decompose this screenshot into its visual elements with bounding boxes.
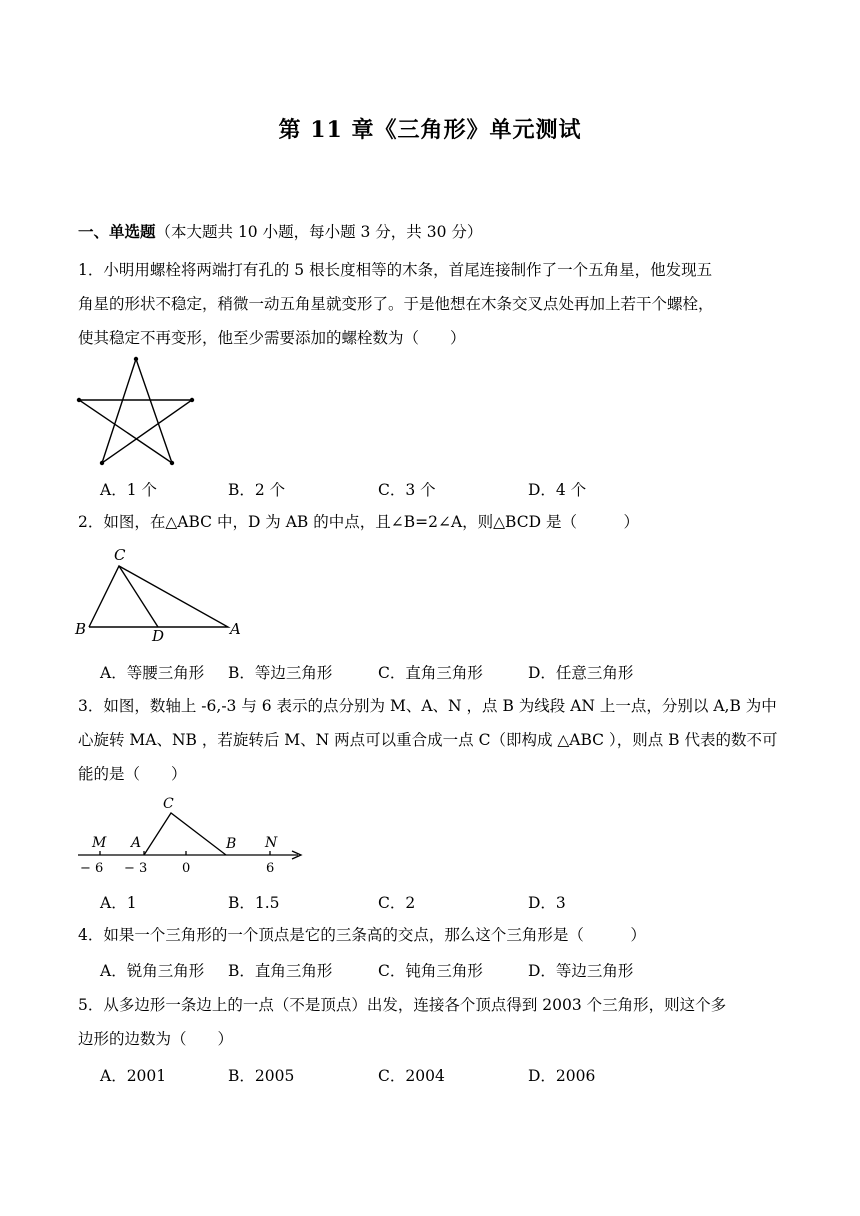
q2-option-b: B．等边三角形 — [228, 664, 333, 682]
q3-tick-6: 6 — [266, 861, 275, 876]
q3-tick-neg6: − 6 — [80, 861, 104, 876]
page-title: 第 11 章《三角形》单元测试 — [278, 117, 582, 143]
q1-option-b: B．2 个 — [228, 481, 286, 499]
q5-line-2: 边形的边数为（ ） — [78, 1030, 234, 1048]
q2-label-d: D — [152, 627, 165, 645]
q4-option-b: B．直角三角形 — [228, 962, 333, 980]
q2-option-c: C．直角三角形 — [378, 664, 483, 682]
q1-option-c: C．3 个 — [378, 481, 436, 499]
q1-line-3: 使其稳定不再变形，他至少需要添加的螺栓数为（ ） — [78, 329, 466, 347]
q3-label-c: C — [163, 796, 174, 812]
q2-label-c: C — [114, 546, 126, 564]
q2-option-d: D．任意三角形 — [528, 664, 634, 682]
q1-option-d: D．4 个 — [528, 481, 587, 499]
q5-option-a: A．2001 — [100, 1067, 167, 1085]
q5-option-b: B．2005 — [228, 1067, 295, 1085]
q5-line-1: 5．从多边形一条边上的一点（不是顶点）出发，连接各个顶点得到 2003 个三角形，则这个多 — [78, 996, 727, 1014]
q3-tick-0: 0 — [182, 861, 191, 876]
q3-label-n: N — [265, 835, 278, 851]
q3-line-3: 能的是（ ） — [78, 765, 187, 783]
q3-option-d: D．3 — [528, 894, 566, 912]
q1-option-a: A．1 个 — [100, 481, 157, 499]
q3-label-m: M — [92, 835, 107, 851]
section-label: 一、单选题 — [78, 222, 156, 241]
q4-option-c: C．钝角三角形 — [378, 962, 483, 980]
q3-option-a: A．1 — [100, 894, 137, 912]
q3-line-1: 3．如图，数轴上 -6,-3 与 6 表示的点分别为 M、A、N ，点 B 为线段 AN 上一点，分别以 A,B 为中 — [78, 697, 777, 715]
section-note: （本大题共 10 小题，每小题 3 分，共 30 分） — [155, 223, 483, 241]
q2-label-b: B — [75, 620, 87, 638]
q3-line-2: 心旋转 MA、NB ，若旋转后 M、N 两点可以重合成一点 C（即构成 △ABC ），则点 B 代表的数不可 — [78, 731, 778, 749]
q3-label-b: B — [226, 836, 237, 852]
q5-option-d: D．2006 — [528, 1067, 596, 1085]
q1-line-2: 角星的形状不稳定，稍微一动五角星就变形了。于是他想在木条交叉点处再加上若干个螺栓， — [78, 295, 714, 313]
q2-question: 2．如图，在△ABC 中，D 为 AB 的中点，且∠B=2∠A，则△BCD 是（ ） — [78, 513, 639, 531]
q2-option-a: A．等腰三角形 — [100, 664, 205, 682]
q3-label-a: A — [131, 835, 142, 851]
q4-option-d: D．等边三角形 — [528, 962, 634, 980]
q3-option-c: C．2 — [378, 894, 416, 912]
q1-line-1: 1．小明用螺栓将两端打有孔的 5 根长度相等的木条，首尾连接制作了一个五角星，他发现五 — [78, 261, 713, 279]
q5-option-c: C．2004 — [378, 1067, 445, 1085]
q4-question: 4．如果一个三角形的一个顶点是它的三条高的交点，那么这个三角形是（ ） — [78, 926, 646, 944]
q4-option-a: A．锐角三角形 — [100, 962, 205, 980]
q3-tick-neg3: − 3 — [124, 861, 148, 876]
q2-label-a: A — [230, 620, 241, 638]
q3-option-b: B．1.5 — [228, 894, 280, 912]
